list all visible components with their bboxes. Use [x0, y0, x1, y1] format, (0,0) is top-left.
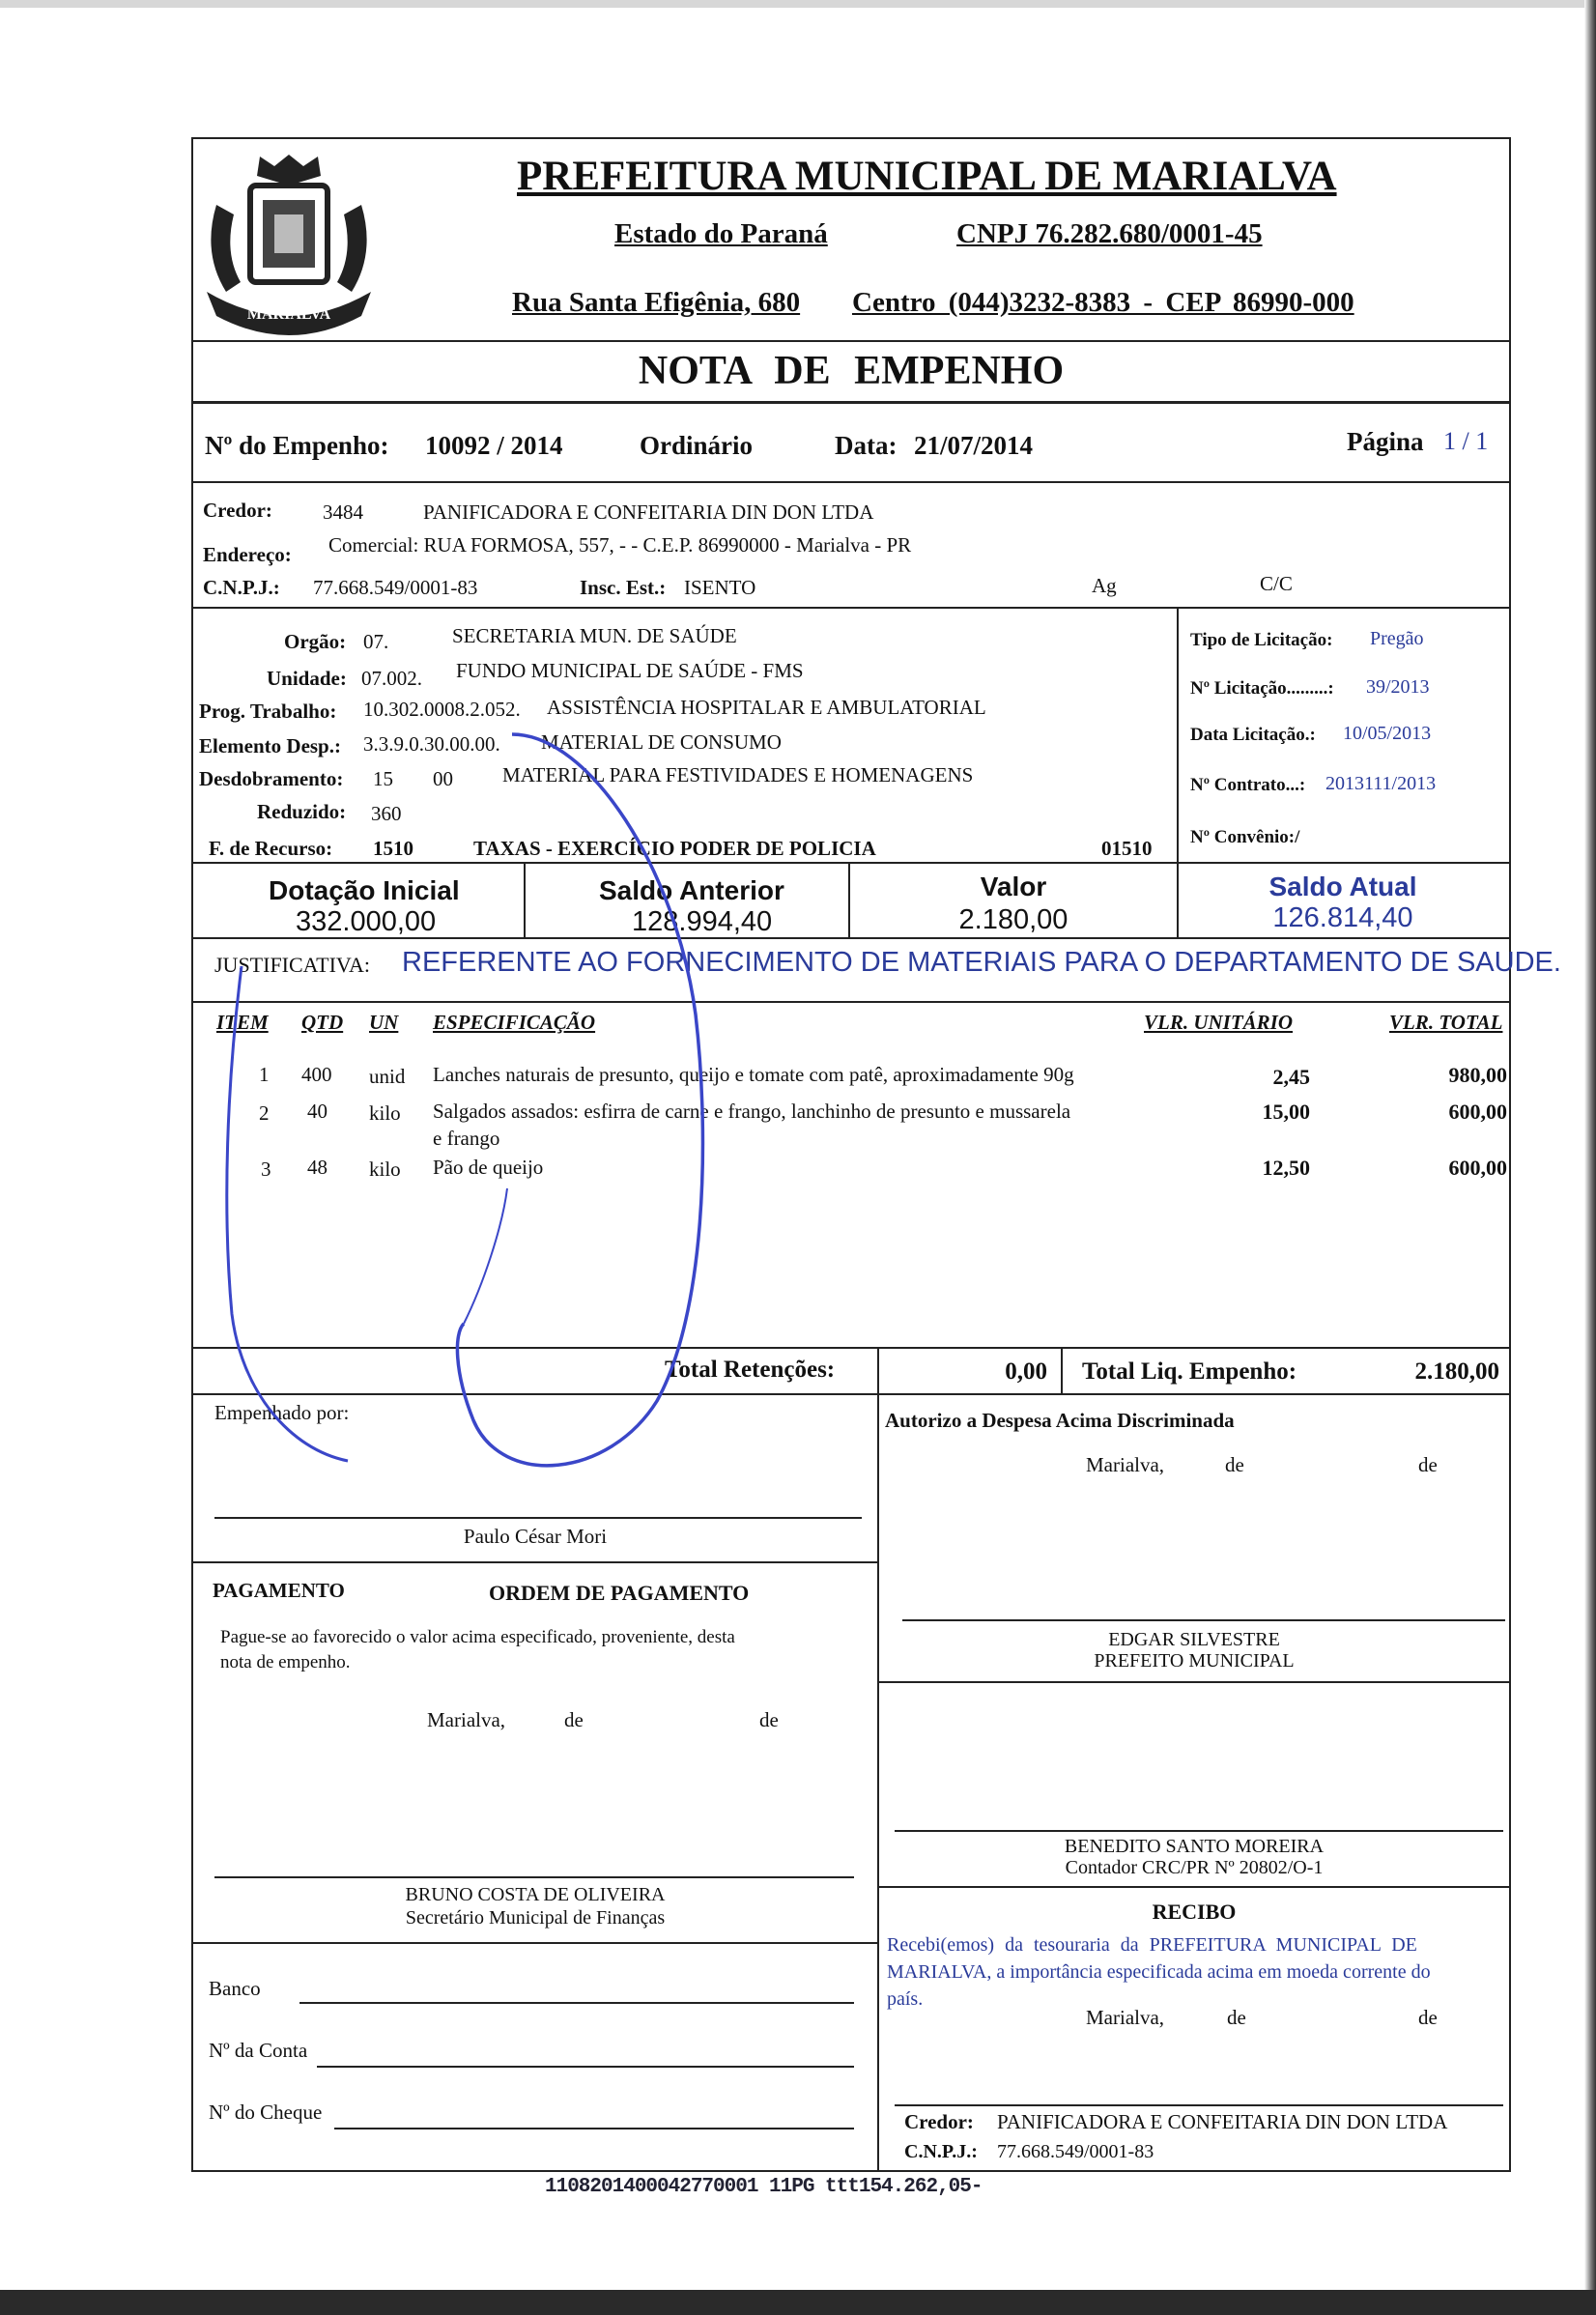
prog-codigo: 10.302.0008.2.052.: [363, 698, 521, 721]
data-licitacao: 10/05/2013: [1343, 723, 1432, 744]
col-header-vlr-total: VLR. TOTAL: [1389, 1011, 1503, 1034]
item-un: kilo: [369, 1158, 401, 1181]
item-vlr-total: 600,00: [1448, 1156, 1507, 1180]
total-liq-valor: 2.180,00: [1414, 1358, 1499, 1385]
elemento-codigo: 3.3.9.0.30.00.00.: [363, 732, 500, 756]
pague-texto-1: Pague-se ao favorecido o valor acima especificado, proveniente, desta: [220, 1627, 735, 1647]
total-retencoes-valor: 0,00: [1005, 1358, 1047, 1385]
item-un: kilo: [369, 1101, 401, 1125]
cc-label: C/C: [1260, 572, 1293, 595]
insc-valor: ISENTO: [684, 576, 756, 599]
total-liq-label: Total Liq. Empenho:: [1082, 1358, 1297, 1385]
col-header-un: UN: [369, 1011, 399, 1034]
banco-label: Banco: [209, 1977, 261, 2000]
prefeito-cargo: PREFEITO MUNICIPAL: [1094, 1650, 1295, 1672]
contrato-label: Nº Contrato...:: [1190, 775, 1306, 795]
empenho-data-label: Data:: [835, 431, 898, 460]
credor-nome: PANIFICADORA E CONFEITARIA DIN DON LTDA: [423, 500, 874, 524]
recibo-texto-2: MARIALVA, a importância especificada acima em moeda corrente do: [887, 1961, 1431, 1983]
credor-codigo: 3484: [323, 500, 363, 524]
autorizo-text: Autorizo a Despesa Acima Discriminada: [885, 1409, 1235, 1432]
secretario-nome: BRUNO COSTA DE OLIVEIRA: [405, 1884, 666, 1905]
saldo-anterior-valor: 128.994,40: [632, 906, 773, 937]
nota-title: NOTA DE EMPENHO: [638, 349, 1065, 393]
desdobramento-b: 00: [433, 767, 453, 790]
item-especificacao: Salgados assados: esfirra de carne e frango, lanchinho de presunto e mussarela: [433, 1100, 1071, 1123]
item-especificacao: Pão de queijo: [433, 1156, 544, 1179]
total-retencoes-label: Total Retenções:: [665, 1357, 836, 1383]
prog-nome: ASSISTÊNCIA HOSPITALAR E AMBULATORIAL: [547, 696, 986, 719]
pague-texto-2: nota de empenho.: [220, 1652, 351, 1672]
barcode-line: 1108201400042770001 11PG ttt154.262,05-: [545, 2176, 983, 2198]
empenho-tipo: Ordinário: [640, 431, 754, 460]
data-licitacao-label: Data Licitação.:: [1190, 725, 1316, 745]
conta-label: Nº da Conta: [209, 2039, 308, 2062]
fonte-recurso-numero: 01510: [1101, 837, 1153, 860]
reduzido-label: Reduzido:: [257, 800, 347, 823]
empenhado-label: Empenhado por:: [214, 1401, 350, 1424]
item-qtd: 40: [307, 1100, 328, 1123]
logo-ribbon-text: MARIALVA: [246, 306, 331, 323]
pagamento-de-1: de: [564, 1708, 584, 1731]
recibo-de-1: de: [1227, 2006, 1246, 2029]
empenhado-nome: Paulo César Mori: [463, 1525, 608, 1548]
autorizo-de-2: de: [1418, 1453, 1438, 1476]
contrato-numero: 2013111/2013: [1325, 773, 1437, 794]
dotacao-inicial-label: Dotação Inicial: [269, 875, 460, 905]
item-vlr-total: 980,00: [1448, 1063, 1507, 1087]
prefeito-nome: EDGAR SILVESTRE: [1108, 1629, 1280, 1650]
col-header-especificacao: ESPECIFICAÇÃO: [433, 1011, 596, 1034]
ordem-pagamento-label: ORDEM DE PAGAMENTO: [489, 1581, 750, 1605]
recibo-credor-label: Credor:: [904, 2110, 974, 2133]
cnpj-prefeitura: CNPJ 76.282.680/0001-45: [956, 218, 1263, 249]
insc-label: Insc. Est.:: [580, 576, 667, 599]
recibo-texto-3: país.: [887, 1988, 924, 2010]
secretario-cargo: Secretário Municipal de Finanças: [405, 1907, 666, 1929]
tipo-licitacao-label: Tipo de Licitação:: [1190, 630, 1333, 650]
elemento-nome: MATERIAL DE CONSUMO: [541, 730, 782, 754]
item-qtd: 48: [307, 1156, 328, 1179]
col-header-vlr-unitario: VLR. UNITÁRIO: [1144, 1011, 1294, 1034]
tipo-licitacao: Pregão: [1370, 628, 1424, 649]
contador-cargo: Contador CRC/PR Nº 20802/O-1: [1065, 1857, 1324, 1878]
empenho-data: 21/07/2014: [914, 431, 1034, 460]
justificativa-label: JUSTIFICATIVA:: [214, 953, 370, 977]
saldo-atual-label: Saldo Atual: [1268, 872, 1417, 901]
recibo-marialva: Marialva,: [1086, 2006, 1165, 2029]
empenho-numero: 10092 / 2014: [425, 431, 563, 460]
recibo-de-2: de: [1418, 2006, 1438, 2029]
pagina-numero: 1 / 1: [1443, 427, 1489, 455]
cheque-label: Nº do Cheque: [209, 2101, 323, 2124]
empenho-numero-label: Nº do Empenho:: [205, 431, 389, 460]
item-especificacao: Lanches naturais de presunto, queijo e tomate com patê, aproximadamente 90g: [433, 1063, 1074, 1086]
dotacao-inicial-valor: 332.000,00: [296, 906, 437, 937]
endereco-prefeitura: Rua Santa Efigênia, 680: [512, 287, 801, 318]
item-qtd: 400: [301, 1063, 332, 1086]
contato-prefeitura: Centro (044)3232-8383 - CEP 86990-000: [852, 287, 1354, 318]
unidade-nome: FUNDO MUNICIPAL DE SAÚDE - FMS: [456, 659, 804, 682]
num-licitacao: 39/2013: [1366, 676, 1430, 698]
unidade-codigo: 07.002.: [361, 667, 422, 690]
orgao-label: Orgão:: [284, 630, 347, 653]
recibo-cnpj-label: C.N.P.J.:: [904, 2141, 978, 2162]
desdobramento-label: Desdobramento:: [199, 767, 344, 790]
prefeitura-title: PREFEITURA MUNICIPAL DE MARIALVA: [517, 154, 1337, 199]
contador-nome: BENEDITO SANTO MOREIRA: [1064, 1836, 1325, 1857]
desdobramento-nome: MATERIAL PARA FESTIVIDADES E HOMENAGENS: [502, 763, 974, 786]
recibo-credor-nome: PANIFICADORA E CONFEITARIA DIN DON LTDA: [997, 2110, 1448, 2133]
recibo-cnpj: 77.668.549/0001-83: [997, 2141, 1154, 2162]
estado-text: Estado do Paraná: [614, 218, 828, 249]
credor-endereco: Comercial: RUA FORMOSA, 557, - - C.E.P. 86990000 - Marialva - PR: [328, 533, 912, 557]
credor-label: Credor:: [203, 499, 272, 522]
elemento-label: Elemento Desp.:: [199, 734, 341, 757]
autorizo-de-1: de: [1225, 1453, 1244, 1476]
recibo-title: RECIBO: [1152, 1900, 1237, 1924]
reduzido-valor: 360: [371, 802, 402, 825]
item-vlr-unitario: 15,00: [1262, 1100, 1310, 1124]
pagamento-marialva: Marialva,: [427, 1708, 506, 1731]
autorizo-marialva: Marialva,: [1086, 1453, 1165, 1476]
pagamento-label: PAGAMENTO: [213, 1579, 345, 1602]
item-num: 2: [259, 1101, 270, 1125]
credor-cnpj-label: C.N.P.J.:: [203, 576, 280, 599]
saldo-anterior-label: Saldo Anterior: [599, 875, 784, 905]
item-num: 3: [261, 1158, 271, 1181]
pagina-label: Página: [1347, 427, 1424, 456]
item-vlr-total: 600,00: [1448, 1100, 1507, 1124]
prog-label: Prog. Trabalho:: [199, 700, 337, 723]
fonte-recurso-nome: TAXAS - EXERCÍCIO PODER DE POLICIA: [473, 837, 876, 860]
desdobramento-a: 15: [373, 767, 393, 790]
valor-valor: 2.180,00: [958, 904, 1069, 935]
orgao-nome: SECRETARIA MUN. DE SAÚDE: [452, 624, 737, 647]
item-vlr-unitario: 12,50: [1262, 1156, 1310, 1180]
num-licitacao-label: Nº Licitação.........:: [1190, 678, 1334, 699]
col-header-qtd: QTD: [301, 1011, 344, 1034]
valor-label: Valor: [980, 872, 1047, 901]
convenio-label: Nº Convênio:/: [1190, 827, 1300, 847]
orgao-codigo: 07.: [363, 630, 389, 653]
item-especificacao-cont: e frango: [433, 1127, 500, 1150]
recibo-texto-1: Recebi(emos) da tesouraria da PREFEITURA MUNICIPAL DE: [887, 1934, 1417, 1956]
justificativa-texto: REFERENTE AO FORNECIMENTO DE MATERIAIS PARA O DEPARTAMENTO DE SAUDE.: [402, 947, 1561, 978]
item-vlr-unitario: 2,45: [1272, 1065, 1310, 1089]
col-header-item: ITEM: [216, 1011, 269, 1034]
saldo-atual-valor: 126.814,40: [1272, 902, 1413, 933]
fonte-recurso-label: F. de Recurso:: [209, 837, 333, 860]
item-un: unid: [369, 1065, 406, 1088]
credor-cnpj: 77.668.549/0001-83: [313, 576, 478, 599]
pagamento-de-2: de: [759, 1708, 779, 1731]
ag-label: Ag: [1092, 574, 1117, 597]
item-num: 1: [259, 1063, 270, 1086]
endereco-label: Endereço:: [203, 543, 292, 566]
fonte-recurso-codigo: 1510: [373, 837, 413, 860]
unidade-label: Unidade:: [267, 667, 347, 690]
